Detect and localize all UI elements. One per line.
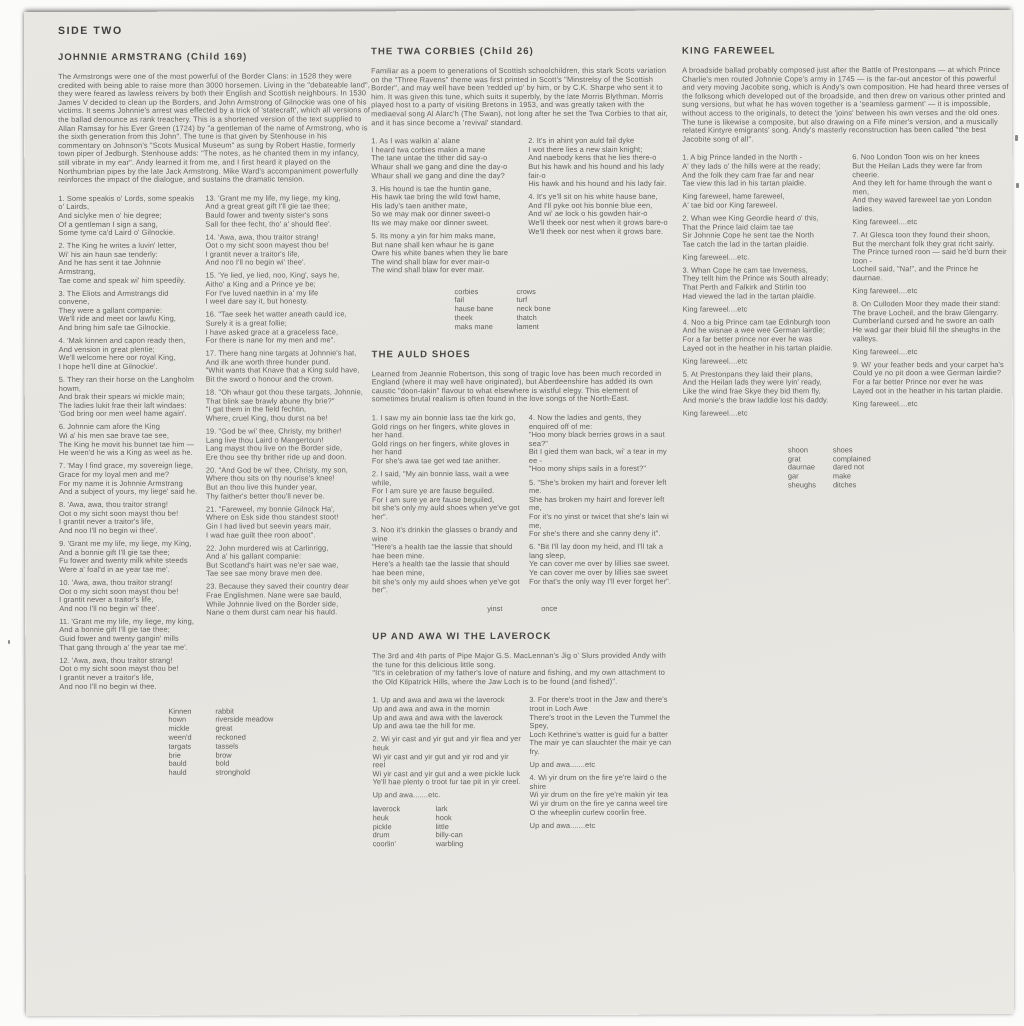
glossary-row: [455, 322, 674, 331]
verse-stanza: 2. Whan wee King Geordie heard o' this, That the Prince laid claim tae tae Sir Johnnie Cope he sent tae the North Tae catch the lad in the tartan plaidie.: [682, 213, 819, 249]
album-sleeve-page: [24, 10, 1014, 1016]
column-left: [58, 51, 372, 778]
glossary-definition: crows: [516, 286, 536, 296]
glossary-definition: brow: [215, 750, 232, 760]
glossary-row: [168, 742, 371, 751]
glossary-row: [168, 733, 371, 742]
verse-stanza: 19. "God be wi' thee, Christy, my brither! Lang live thou Laird o Mangertoun! Lang mayst thou live on the Border side, Ere thou see thy brither ride up and doon.: [205, 426, 347, 462]
glossary-term: hown: [168, 715, 187, 725]
verse-subcolumn-left: [58, 194, 200, 695]
verse-stanza: 6. Noo London Toon wis on her knees But the Heilan Lads they were far from cheerie. And they left for hame through the want o men, And they waved fareweel tae yon London ladies.: [852, 152, 993, 214]
verse-stanza: 14. 'Awa, awa, thou traitor strang! Oot o my sicht soon mayest thou be! I grantit never a traitor's life, And noo I'll no begin wi' thee'.: [205, 232, 329, 268]
glossary-definition: lark: [435, 804, 448, 814]
song-title-twa-corbies: THE TWA CORBIES (Child 26): [371, 45, 534, 58]
glossary-term: grat: [787, 453, 801, 464]
verse-stanza: King fareweel....etc: [852, 286, 918, 296]
glossary-definition: stronghold: [215, 767, 251, 777]
verse-stanza: 13. 'Grant me my life, my liege, my king, And a great great gift I'll gie tae thee; Bauld fower and twenty sister's sons Sall for thee fecht, tho' a' should flee'.: [205, 193, 341, 229]
glossary-term: daurnae: [787, 462, 816, 472]
verse-stanza: 17. There hang nine targats at Johnnie's hat, And ilk ane worth three hunder pund. "Whit wants that Knave that a King suld have, Bit the sword o honour and the crown.: [205, 348, 360, 384]
verse-stanza: 3. Whan Cope he cam tae Inverness, They tellt him the Prince wis South already; That Perth and Falkirk and Stirlin too Had viewed the lad in the tartan plaidie.: [682, 265, 829, 301]
verse-stanza: 7. At Glesca toon they found their shoon, But the merchant folk they grat richt sairly. The Prince turned roon — said he'd burn their toon - Locheil said, "Na!", and the Prince he daurnae.: [852, 230, 1007, 283]
verse-stanza: 3. The Eliots and Armstrangs did convene, They were a gallant companie: We'll ride and meet oor lawfu King, And bring him safe tae Gilnockie.: [58, 288, 176, 332]
glossary-term: theek: [454, 313, 473, 323]
scan-speck: [1015, 135, 1018, 141]
glossary-row: [169, 760, 372, 769]
glossary-laverock: [373, 805, 522, 849]
verse-stanza: 16. "Tae seek het watter aneath cauld ice, Surely it is a great follie; I have asked grace at a graceless face, For there is nane for my men and me".: [205, 309, 347, 345]
glossary-row: [373, 840, 522, 849]
song-intro-twa-corbies: Familiar as a poem to generations of Scottish schoolchildren, this stark Scots variation on the "Three Ravens" theme was first printed in Scott's "Minstrelsy of the Scottish Border", and may well have been 'redded up' by him, or by C.K. Sharpe who sent it to him. It was given this tune, which suits it superbly, by the late Morris Blythman. Morris played host to a party of visiting Bretons in 1953, and was greatly taken with the mediaeval song Al Alarc'h (The Swan), not long after he set the Twa Corbies to that air, and it has since become a 'revival' standard.: [371, 65, 668, 127]
glossary-row: [169, 768, 372, 777]
glossary-definition: reckoned: [215, 732, 246, 742]
verse-stanza: 4. Noo a big Prince cam tae Edinburgh toon And he wisnae a wee wee German lairdie; For a far better prince nor ever he was Layed oot in the heather in his tartan plaidie.: [682, 317, 833, 353]
verse-stanza: 9. 'Grant me my life, my liege, my King, And a bonnie gift I'll gie tae thee; Fu fower and twenty milk white steeds Were a' foal'd in ae year tae me'.: [59, 538, 192, 574]
glossary-term: shoon: [787, 445, 809, 455]
verse-stanza: 1. A big Prince landed in the North - A' they lads o' the hills were at the ready; And the folk they cam frae far and near Tae view this lad in his tartan plaidie.: [682, 152, 821, 188]
glossary-term: yinst: [487, 604, 503, 614]
verse-stanza: Up and awa.......etc: [529, 759, 596, 770]
verses-king-fareweel: [682, 153, 1011, 422]
glossary-definition: neck bone: [516, 304, 551, 314]
verse-stanza: 3. His hound is tae the huntin gane, His hawk tae bring the wild fowl hame, His lady's taen anither mate, So we may mak oor dinner sweet-o Its we may make oor dinner sweet.: [371, 183, 501, 228]
glossary-term: laverock: [372, 804, 401, 814]
verse-subcolumn-left: [372, 696, 521, 849]
verse-stanza: 1. As I was walkin a' alane I heard twa corbies makin a mane The tane untae the tither did say-o Whaur shall we gang and dine the day-o Whaur shall we gang and dine the day?: [371, 136, 508, 180]
glossary-definition: bold: [215, 758, 230, 769]
glossary-definition: warbling: [435, 839, 464, 849]
verses-laverock: [372, 696, 674, 849]
glossary-definition: turf: [516, 295, 528, 305]
glossary-definition: little: [435, 821, 449, 831]
glossary-term: drum: [372, 830, 390, 840]
verse-stanza: 9. Wi' your feather beds and your carpet ha's Could ye no pit doon a wee German lairdie? For a far better Prince nor ever he was Layed oot in the heather in his tartan plaidie.: [852, 359, 1004, 395]
song-intro-auld-shoes: Learned from Jeannie Robertson, this song of tragic love has been much recorded in England (where it may well have originated), but Aberdeenshire has added its own caustic "doon-takin" flavour to what elsewhere is wistful elegy. This element of sometimes brutal realism is often found in the love songs of the North-East.: [371, 368, 662, 404]
verse-stanza: 6. "Bit I'll lay doon my heid, and I'll tak a lang sleep, Ye can cover me over by lillies sae sweet. Ye can cover me over by lillies sae sweet For that's the only way I'll ever forget her".: [529, 541, 672, 586]
glossary-definition: make: [832, 471, 852, 481]
glossary-johnnie-armstrang: [168, 707, 371, 778]
scan-speck: [8, 640, 10, 644]
glossary-term: mickle: [168, 723, 190, 733]
verse-stanza: King fareweel....etc: [682, 304, 748, 314]
glossary-row: [455, 287, 674, 296]
verse-stanza: 5. Its mony a yin for him maks mane, But nane shall ken whaur he is gane Owre his white banes when they lie bare The wind shall blaw for ever mair-o The wind shall blaw for ever mair.: [371, 231, 509, 275]
verse-stanza: 1. Some speakis o' Lords, some speakis o' Lairds, And siclyke men o' hie degree; Of a gentleman I sign a sang, Some tyme ca'd Laird o' Gilnockie.: [58, 193, 195, 238]
verse-stanza: 15. 'Ye lied, ye lied, noo, King', says he, Aitho' a King and a Prince ye be; For I've luved naethin in a' my life I weel dare say it, but honesty.: [205, 270, 340, 306]
glossary-definition: great: [215, 723, 233, 733]
verse-subcolumn-right: [529, 696, 673, 849]
glossary-term: bauld: [168, 759, 187, 769]
verse-stanza: 4. 'Mak kinnen and capon ready then, And vension in great plentie; We'll welcome here oor royal King, I hope he'll dine at Gilnockie'.: [58, 335, 186, 371]
verse-stanza: 7. 'May I find grace, my sovereign liege, Grace for my loyal men and me? For my name it is Johnnie Armstrang And a subject of yours, my liege' said he.: [58, 461, 198, 497]
glossary-row: [487, 605, 674, 614]
song-intro-king-fareweel: A broadside ballad probably composed just after the Battle of Prestonpans — at which Prince Charlie's men routed Johnnie Cope's army in 1745 — is the far-out ancestor of this powerful and very moving Jacobite song, which is Andy's own composition. He had heard three verses of the folksong which developed out of the broadside, and then drew on various other printed and sung versions, but what he has woven together is a 'seamless garment' — it is impossible, without access to the originals, to detect the 'joins' between his own verses and the old ones. The tune is likewise a composite, but also drawing on a Fife miner's version, and a musically related Kintyre emigrants' song. Andy's masterly reconstruction has been called "the best Jacobite song of all".: [682, 64, 1009, 144]
verse-stanza: Up and awa.......etc.: [372, 790, 441, 800]
verse-stanza: 21. "Fareweel, my bonnie Gilnock Ha', Where on Esk side thou standest stoot! Gin I had lived but seevin years mair, I wad hae guilt thee roon aboot".: [205, 504, 339, 540]
glossary-term: hause bane: [454, 304, 494, 314]
verse-stanza: King fareweel....etc.: [682, 252, 750, 262]
verse-stanza: King fareweel....etc: [682, 408, 748, 418]
glossary-term: targats: [168, 741, 192, 751]
glossary-term: gar: [787, 471, 799, 481]
song-auld-shoes: [372, 348, 675, 614]
glossary-definition: once: [541, 604, 558, 614]
verse-stanza: 2. It's in ahint yon auld fail dyke I wot there lies a new slain knight; And naebody kens that he lies there-o But his hawk and his hound and his lady fair-o His hawk and his hound and his lady fair.: [528, 135, 667, 189]
verse-stanza: King fareweel, hame fareweel, A' tae bid oor King fareweel.: [682, 191, 785, 210]
verse-stanza: Up and awa.......etc: [529, 820, 596, 830]
verse-stanza: 23. Because they saved their country dear Frae Englishmen. Nane were sae bauld, While Johnnie lived on the Border side, Nane o them durst cam near his hauld.: [206, 581, 349, 617]
verse-stanza: 8. On Culloden Moor they made their stand: The brave Locheil, and the braw Glengarry. Cumberland cursed and he swore an oath He wad gar their bluid fill the sheughs in the valleys.: [852, 299, 1001, 343]
verse-stanza: 4. Now the ladies and gents, they enquired off of me: "Hoo mony black berries grows in a saut sea?" Bit I gied them wan back, wi' a tear in my ee - "Hoo mony ships sails in a forest?": [528, 412, 667, 474]
song-laverock: [372, 631, 674, 850]
glossary-definition: billy-can: [435, 830, 463, 840]
verse-stanza: 5. At Prestonpans they laid their plans, And the Heilan lads they were lyin' ready, Like the wind frae Skye they bid them fly, And monie's the braw laddie lost his daddy.: [682, 369, 829, 405]
verse-stanza: 5. "She's broken my hairt and forever left me. She has broken my hairt and forever left me, For it's no yinst or twicet that she's lain wi me, For she's there and she canny deny it".: [528, 477, 669, 539]
verse-stanza: 4. It's ye'll sit on his white hause bane, And I'll pyke oot his bonnie blue een, And wi' ae lock o his gowden hair-o We'll theek oor nest when it grows bare-o We'll theek oor nest when it grows bare.: [528, 191, 668, 236]
glossary-definition: shoes: [832, 445, 853, 455]
column-middle: [371, 46, 675, 850]
glossary-row: [788, 481, 1011, 490]
glossary-definition: thatch: [516, 312, 537, 322]
glossary-term: ween'd: [168, 732, 192, 742]
glossary-term: pickle: [372, 821, 392, 831]
verse-stanza: 11. 'Grant me my life, my liege, my king, And a bonnie gift I'll gie tae thee; Guid fower and twenty gangin' mills That gang through a' the year tae me'.: [59, 616, 194, 652]
glossary-term: corbies: [454, 286, 479, 296]
verse-subcolumn-right: [528, 137, 672, 280]
verse-subcolumn-right: [529, 414, 673, 600]
verse-stanza: 1. I saw my ain bonnie lass tae the kirk go, Gold rings on her fingers, white gloves in her hand. Gold rings on her fingers, white gloves in her hand For she's awa tae get wed tae anither.: [371, 412, 516, 466]
glossary-king-fareweel: [788, 446, 1011, 490]
verse-stanza: 22. John murdered wis at Carlinrigg, And a' his gallant companie: But Scotland's hairt was ne'er sae wae, Tae see sae mony brave men dee.: [206, 542, 339, 579]
glossary-term: hauld: [168, 767, 187, 777]
song-intro-laverock: The 3rd and 4th parts of Pipe Major G.S. MacLennan's Jig o' Slurs provided Andy with the tune for this delicious little song. "It's in celebration of my father's love of nature and fishing, and my own attachment to the Old Kilpatrick Hills, where the Jaw Loch is to be found (and fished)".: [372, 650, 666, 687]
glossary-term: fail: [454, 295, 465, 305]
glossary-definition: tassels: [215, 741, 239, 751]
verse-stanza: 4. Wi yir drum on the fire ye're laird o the shire Wi yir drum on the fire ye're makin yir tea Wi yir drum on the fire ye canna weel tire O the wheeplin curlew coorlin free.: [529, 772, 668, 817]
laverock-verses-left: [372, 696, 521, 800]
verse-stanza: 5. They ran their horse on the Langholm howm, And brak their spears wi mickle main; The ladies lukit frae their laft windaes: 'God bring oor men weel hame again'.: [58, 374, 194, 419]
verse-subcolumn-right: [205, 194, 369, 695]
song-johnnie-armstrang: [58, 51, 372, 778]
song-title-johnnie-armstrang: JOHNNIE ARMSTRANG (Child 169): [58, 51, 248, 63]
verse-stanza: 2. Wi yir cast and yir gut and yir flea and yer heuk Wi yir cast and yir gut and yir rod and yir reel Wi yir cast and yir gut and a wee pickle luck Ye'll hae plenty o troot fur tae pit in yir creel.: [372, 734, 521, 787]
glossary-definition: lament: [516, 321, 539, 331]
verse-subcolumn-left: [371, 137, 520, 280]
glossary-term: Kinnen: [168, 706, 192, 716]
glossary-definition: rabbit: [215, 706, 234, 716]
glossary-definition: hook: [435, 812, 452, 822]
verse-stanza: 10. 'Awa, awa, thou traitor strang! Oot o my sicht soon mayst thou be! I grantit never a traitor's life, And noo I'll no begin wi' thee'.: [59, 577, 179, 613]
song-title-laverock: UP AND AWA WI THE LAVEROCK: [372, 631, 552, 643]
verse-stanza: 8. 'Awa, awa, thou traitor strang! Oot o my sicht soon mayst thou be! I grantit never a traitor's life, And noo I'll no begin wi thee'.: [58, 499, 179, 535]
glossary-definition: riverside meadow: [215, 714, 274, 725]
glossary-twa-corbies: [455, 287, 674, 331]
verses-twa-corbies: [371, 137, 673, 280]
song-title-auld-shoes: THE AULD SHOES: [371, 348, 471, 360]
glossary-row: [455, 305, 674, 314]
verse-stanza: 6. Johnnie cam afore the King Wi a' his men sae brave tae see, The King he movit his bunnet tae him — He ween'd he wis a King as weel as he.: [58, 422, 195, 458]
glossary-term: sheughs: [787, 480, 816, 490]
song-twa-corbies: [371, 46, 674, 332]
verse-stanza: King fareweel....etc: [852, 217, 918, 227]
verse-subcolumn-left: [682, 154, 845, 423]
glossary-term: heuk: [372, 813, 389, 823]
verse-stanza: 3. For there's troot in the Jaw and there's troot in Loch Awe There's troot in the Leven the Tummel the Spey, Loch Kethrine's watter is guid fur a batter The mair ye can slauchter the mair ye can fry.: [529, 695, 672, 757]
side-label: SIDE TWO: [57, 24, 123, 37]
scan-speck: [1016, 183, 1019, 188]
verse-stanza: 12. 'Awa, awa, thou traitor strang! Oot o my sicht soon mayst thou be! I grantit never a traitor's life, And noo I'll no begin wi thee.: [59, 655, 179, 691]
verse-stanza: 3. Noo it's drinkin the glasses o brandy and wine "Here's a health tae the lassie that should hae been mine. Here's a health tae the lassie that should hae been mine, bit she's only my auld shoes when ye've got her".: [372, 525, 520, 595]
glossary-term: maks mane: [454, 321, 493, 331]
verse-subcolumn-right: [852, 153, 1009, 422]
verses-auld-shoes: [372, 414, 674, 600]
glossary-definition: complained: [832, 453, 871, 463]
verse-stanza: 18. "Oh whaur got thou these targats, Johnnie, That blink sae brawly abune thy brie?" "I gat them in the field fechtin, Where, cruel King, thou durst na be!: [205, 387, 363, 423]
glossary-term: coorlin': [372, 839, 396, 849]
verse-stanza: 2. I said, "My ain bonnie lass, wait a wee while, For I am sure ye are fause beguiled. For I am sure ye are fause beguiled, bit she's only my auld shoes when ye've got her".: [371, 469, 520, 522]
song-title-king-fareweel: KING FAREWEEL: [682, 45, 776, 57]
verse-stanza: King fareweel....etc: [852, 398, 918, 408]
glossary-definition: dared not: [832, 462, 865, 472]
glossary-definition: ditches: [832, 480, 857, 490]
glossary-auld-shoes: [487, 605, 674, 614]
glossary-row: [168, 716, 371, 725]
verse-subcolumn-left: [372, 414, 521, 600]
verse-stanza: 1. Up and awa and awa wi the laverock Up and awa and awa in the mornin Up and awa and awa with the laverock Up and awa tae the hill for me.: [372, 695, 505, 731]
song-king-fareweel: [682, 45, 1011, 490]
song-intro-johnnie-armstrang: The Armstrongs were one of the most powerful of the Border Clans: in 1528 they were credited with being able to raise more than 3000 horsemen. Living in the "debateable land", they were feared as lawless reivers by both their English and Scottish neighbours. In 1530 James V decided to clean up the Borders, and John Armstrong of Gilnockie was one of his victims. It seems Johnnie's arrest was effected by a trick of 'statecraft', which all versions of the ballad denounce as rank treachery. This is a shortened version of the text supplied to Allan Ramsay for his Ever Green (1724) by "a gentleman of the name of Armstrong, who is the sixth generation from this John". The tune is that given by Stenhouse in his commentary on Johnson's "Scots Musical Museum" as sung by Robert Hastie, formerly town piper of Jedburgh. Stenhouse adds: "The notes, as he chanted them in my infancy, still vibrate in my ear". Andy learned it from me, and I first heard it played on the Northumbrian pipes by the late Jack Armstrong. Mike Ward's accompaniment powerfully reinforces the impact of the dialogue, and sustains the dramatic tension.: [58, 71, 371, 185]
verses-johnnie-armstrang: [58, 194, 371, 696]
column-right: [682, 45, 1011, 490]
glossary-term: brie: [168, 750, 181, 760]
verse-stanza: King fareweel....etc: [682, 356, 748, 366]
verse-stanza: King fareweel....etc: [852, 346, 918, 357]
verse-stanza: 2. The King he writes a luvin' letter, Wi' his ain haun sae tenderly: And he has sent it tae Johnnie Armstrang, Tae come and speak wi' him speedily.: [58, 240, 186, 285]
glossary-row: [168, 751, 371, 760]
glossary-row: [168, 724, 371, 733]
verse-stanza: 20. "And God be wi' thee, Christy, my son, Where thou sits on thy nourise's knee! But an thou live this hunder year, Thy faither's better thou'll never be.: [205, 465, 348, 501]
